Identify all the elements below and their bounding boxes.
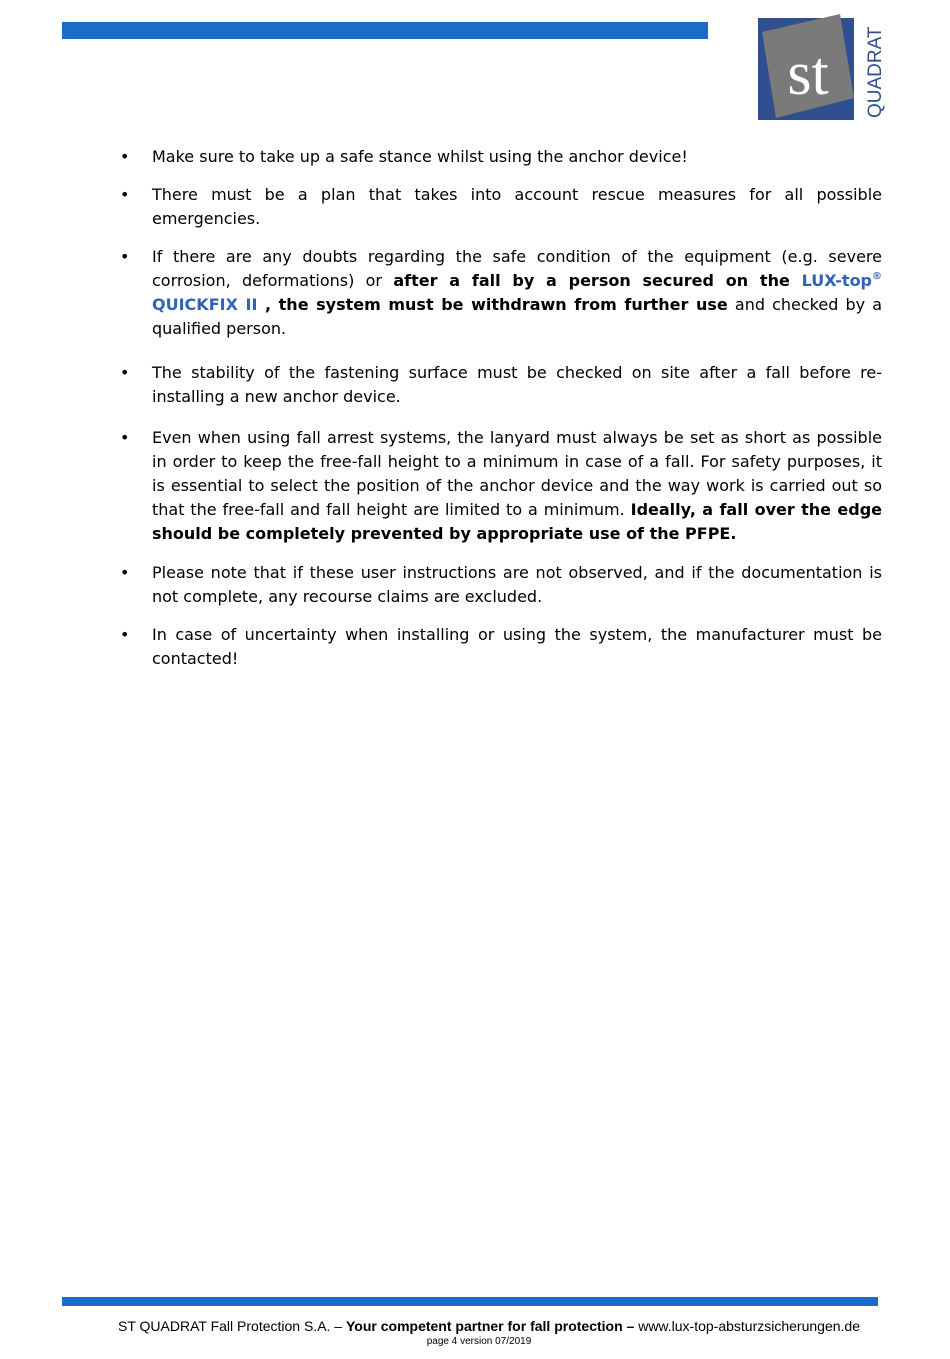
bullet-text: Even when using fall arrest systems, the lanyard must always be set as short as possible in order to keep the free-fall height to a minimum in case of a fall. For safety purposes, it is essential to select the position of the anchor device and the way work is carried out so that the free-fall and fall height are limited to a minimum.	[152, 428, 882, 519]
bullet-text: and checked by a qualified person.	[152, 295, 882, 338]
footer-line	[0, 1318, 950, 1334]
bullet-text: If there are any doubts regarding the safe condition of the equipment (e.g. severe corrosion, deformations) or	[152, 247, 882, 290]
st-quadrat-logo	[752, 14, 888, 126]
logo-st-text: st	[787, 40, 829, 108]
list-item	[118, 245, 882, 341]
registered-mark: ®	[872, 271, 883, 282]
product-name: QUICKFIX II	[152, 295, 258, 314]
product-name: LUX-top	[801, 271, 873, 290]
bullet-text: The stability of the fastening surface must be checked on site after a fall before re-installing a new anchor device.	[152, 363, 882, 406]
footer-url: www.lux-top-absturzsicherungen.de	[634, 1318, 860, 1334]
logo-quadrat-text: QUADRAT	[865, 26, 886, 118]
footer-accent-bar	[62, 1297, 878, 1306]
list-item	[118, 426, 882, 546]
bullet-text: There must be a plan that takes into account rescue measures for all possible emergencies.	[152, 185, 882, 228]
page-number: page 4 version 07/2019	[426, 1336, 532, 1347]
bullet-text: Please note that if these user instructions are not observed, and if the documentation is not complete, any recourse claims are excluded.	[152, 563, 882, 606]
header-accent-bar	[62, 22, 708, 39]
bullet-bold-text: after a fall by a person secured on the	[393, 271, 802, 290]
bullet-text: In case of uncertainty when installing or using the system, the manufacturer must be contacted!	[152, 625, 882, 668]
list-item	[118, 623, 882, 671]
list-item	[118, 183, 882, 231]
bullet-bold-text: Ideally, a fall over the edge should be completely prevented by appropriate use of the PFPE.	[152, 500, 882, 543]
list-item	[118, 361, 882, 409]
footer-tagline: Your competent partner for fall protection –	[345, 1318, 635, 1334]
list-item	[118, 145, 882, 169]
bullet-text: Make sure to take up a safe stance whilst using the anchor device!	[152, 147, 688, 166]
footer-company: ST QUADRAT Fall Protection S.A. –	[118, 1318, 346, 1334]
instruction-list	[118, 145, 882, 671]
bullet-bold-text: , the system must be withdrawn from further use	[257, 295, 728, 314]
list-item	[118, 561, 882, 609]
